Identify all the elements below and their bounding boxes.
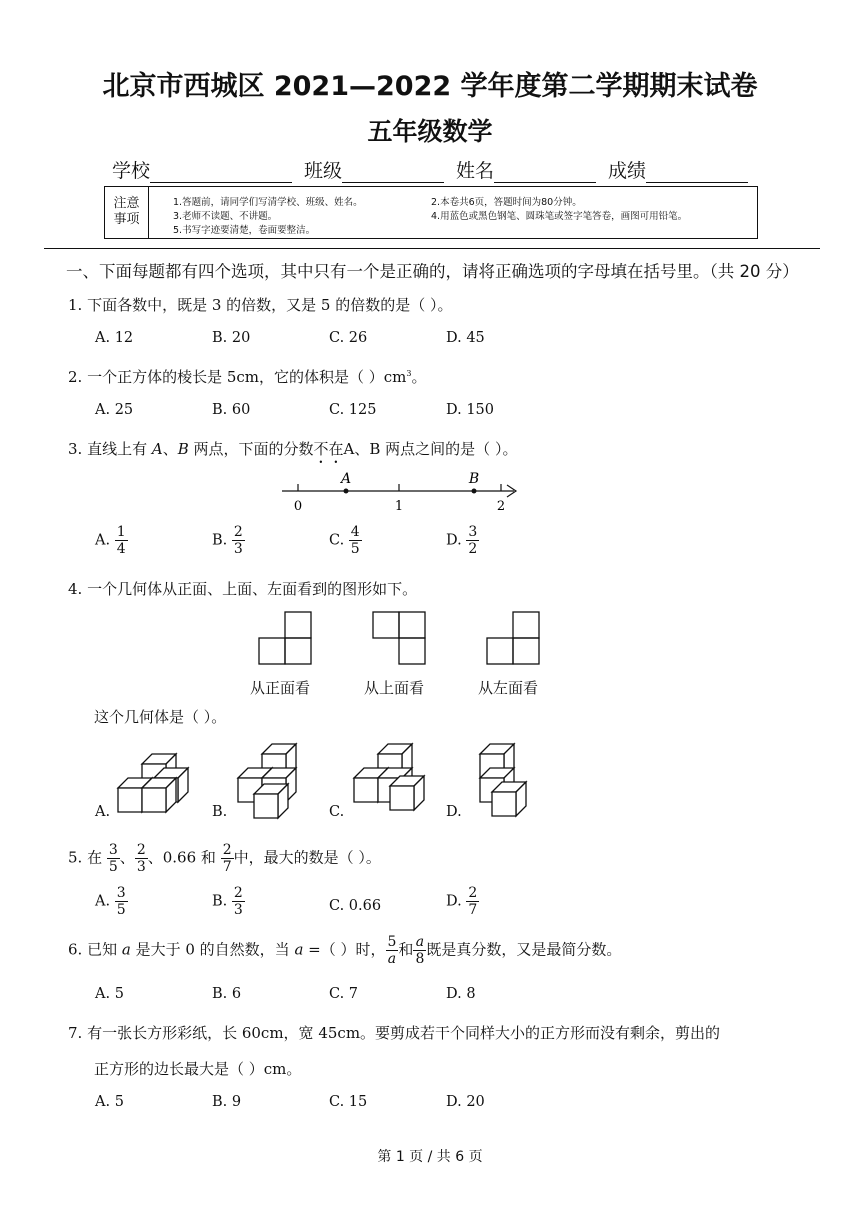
question-4-ask: 这个几何体是（ ）。 (94, 708, 227, 726)
q1-option-a: A. 12 (95, 330, 134, 346)
left-view-figure (486, 611, 542, 665)
q3-option-c-fraction (349, 524, 362, 557)
q6-and: 和 (398, 940, 414, 959)
q5-sep: 、 (119, 848, 135, 867)
point-a-label: A (340, 471, 352, 487)
cube-face (390, 786, 414, 810)
notice-item: 5.书写字迹要清楚，卷面要整洁。 (173, 225, 316, 236)
q2-option-d: D. 150 (446, 402, 495, 418)
q4-option-a-letter: A. (95, 804, 111, 820)
q7-option-c: C. 15 (329, 1094, 368, 1110)
question-1-stem: 1. 下面各数中，既是 3 的倍数，又是 5 的倍数的是（ ）。 (68, 296, 453, 314)
q2-superscript: 3 (406, 369, 412, 378)
q5-post: 中，最大的数是（ ）。 (233, 848, 381, 867)
q5-option-a (95, 885, 128, 918)
q4-option-b-letter: B. (212, 804, 228, 820)
fraction-numerator: 3 (108, 842, 118, 858)
field-name (456, 156, 596, 183)
fraction-numerator: 2 (136, 842, 146, 858)
q3-option-d (446, 524, 479, 557)
notice-item: 1.答题前，请同学们写清学校、班级、姓名。 (173, 197, 363, 208)
q5-option-d (446, 885, 479, 918)
tick-label-1: 1 (394, 499, 404, 514)
q3-option-c-letter: C. (329, 532, 345, 549)
q5-option-b-fraction (232, 885, 245, 918)
fraction-denominator: 7 (468, 902, 478, 918)
q5-option-a-fraction (115, 885, 128, 918)
front-view-caption: 从正面看 (250, 679, 311, 697)
q6-post: 既是真分数，又是最简分数。 (426, 940, 622, 959)
q5-option-c (329, 898, 381, 914)
section-heading: 一、下面每题都有四个选项，其中只有一个是正确的，请将正确选项的字母填在括号里。（共 20 分） (66, 262, 799, 281)
q3-option-b (212, 524, 245, 557)
fraction-denominator: 5 (350, 541, 360, 557)
field-class (304, 156, 444, 183)
q3-option-a (95, 524, 128, 557)
field-score-label: 成绩 (608, 160, 647, 182)
q7-option-a: A. 5 (95, 1094, 124, 1110)
notice-item: 3.老师不读题、不讲题。 (173, 211, 278, 222)
q4-option-d-letter: D. (446, 804, 462, 820)
notice-item: 4.用蓝色或黑色钢笔、圆珠笔或签字笔答卷，画图可用铅笔。 (431, 211, 688, 222)
top-view-figure (372, 611, 428, 665)
q6-var-a2: a (294, 940, 304, 959)
q5-option-c-letter: C. (329, 898, 345, 914)
front-view-figure (258, 611, 314, 665)
q3-emphasis: 不在 (313, 440, 344, 458)
q5-option-d-fraction (466, 885, 479, 918)
q3-sep: 、 (162, 440, 178, 458)
q6-var-a: a (121, 940, 131, 959)
point-a (344, 489, 349, 494)
question-7-line-1: 7. 有一张长方形彩纸，长 60cm，宽 45cm。要剪成若干个同样大小的正方形而没有剩余，剪出的 (68, 1024, 721, 1042)
q6-option-a: A. 5 (95, 986, 124, 1002)
q5-fraction-2 (135, 842, 148, 875)
cube-face (354, 778, 378, 802)
q4-option-d-figure (462, 740, 542, 822)
fraction-denominator: 2 (468, 541, 478, 557)
fraction-numerator: 3 (116, 885, 126, 901)
q3-stem-a: 3. 直线上有 (68, 440, 152, 458)
q5-fraction-1 (107, 842, 120, 875)
field-school-label: 学校 (112, 160, 151, 182)
header-divider (44, 248, 820, 249)
notice-item: 2.本卷共6页，答题时间为80分钟。 (431, 197, 582, 208)
fraction-denominator: 7 (222, 859, 232, 875)
fraction-denominator: 8 (415, 951, 425, 967)
fraction-denominator: a (387, 951, 397, 967)
q3-option-c (329, 524, 362, 557)
q3-option-d-fraction (466, 524, 479, 557)
q1-option-c: C. 26 (329, 330, 368, 346)
top-view-caption: 从上面看 (364, 679, 425, 697)
fraction-denominator: 3 (136, 859, 146, 875)
q7-option-b: B. 9 (212, 1094, 242, 1110)
q5-option-b-letter: B. (212, 893, 228, 910)
q6-fraction-2 (413, 934, 426, 967)
q2-stem-end: 。 (411, 368, 427, 386)
q3-point-a-ref: A (151, 440, 163, 458)
q4-option-c-letter: C. (329, 804, 345, 820)
question-6-stem (68, 934, 621, 967)
q6-option-d: D. 8 (446, 986, 476, 1002)
number-line (280, 470, 520, 516)
cube-face (142, 788, 166, 812)
q3-stem-b: 两点，下面的分数 (188, 440, 314, 458)
fraction-numerator: 2 (233, 885, 243, 901)
cube-face (118, 788, 142, 812)
question-4-stem: 4. 一个几何体从正面、上面、左面看到的图形如下。 (68, 580, 418, 598)
q6-option-c: C. 7 (329, 986, 359, 1002)
q3-point-b-ref: B (177, 440, 189, 458)
fraction-numerator: 2 (468, 885, 478, 901)
q2-option-c: C. 125 (329, 402, 377, 418)
fraction-denominator: 5 (116, 902, 126, 918)
point-b (472, 489, 477, 494)
q3-option-a-letter: A. (95, 532, 111, 549)
field-school-blank (150, 162, 292, 183)
q5-pre: 5. 在 (68, 848, 103, 867)
q5-option-a-letter: A. (95, 893, 111, 910)
q3-stem-c: A、B 两点之间的是（ ）。 (343, 440, 518, 458)
q5-mid: 、0.66 和 (147, 848, 216, 867)
q6-fraction-1 (386, 934, 399, 967)
q3-option-b-letter: B. (212, 532, 228, 549)
question-3-stem (68, 438, 517, 467)
fraction-numerator: 4 (350, 524, 360, 540)
question-2-stem (68, 366, 427, 387)
field-score (608, 156, 748, 183)
q6-mid1: 是大于 0 的自然数，当 (130, 940, 295, 959)
question-7-line-2: 正方形的边长最大是（ ）cm。 (94, 1060, 302, 1078)
left-view-caption: 从左面看 (478, 679, 539, 697)
fraction-denominator: 5 (108, 859, 118, 875)
q2-stem-text: 2. 一个正方体的棱长是 5cm，它的体积是（ ）cm (68, 368, 407, 386)
q5-fraction-3 (221, 842, 234, 875)
q3-option-d-letter: D. (446, 532, 462, 549)
notice-box (104, 186, 758, 239)
fraction-numerator: 5 (387, 934, 397, 950)
fraction-numerator: 1 (116, 524, 126, 540)
field-name-blank (494, 162, 596, 183)
q4-option-b-figure (232, 740, 312, 822)
field-school (112, 156, 292, 183)
q1-option-d: D. 45 (446, 330, 485, 346)
cube-face (492, 792, 516, 816)
q6-pre: 6. 已知 (68, 940, 122, 959)
notice-label (105, 187, 149, 238)
exam-subtitle: 五年级数学 (367, 117, 493, 146)
point-b-label: B (468, 471, 480, 487)
q3-option-a-fraction (115, 524, 128, 557)
q5-option-b (212, 885, 245, 918)
field-class-blank (342, 162, 444, 183)
fraction-numerator: 3 (468, 524, 478, 540)
question-5-stem (68, 842, 381, 875)
field-class-label: 班级 (304, 160, 343, 182)
notice-label-line1: 注意 (113, 196, 140, 211)
q6-option-b: B. 6 (212, 986, 242, 1002)
tick-label-2: 2 (496, 499, 506, 514)
q5-option-c-value: 0.66 (348, 898, 382, 914)
field-score-blank (646, 162, 748, 183)
fraction-numerator: 2 (233, 524, 243, 540)
cube-face (254, 794, 278, 818)
q7-option-d: D. 20 (446, 1094, 485, 1110)
fraction-numerator: a (413, 934, 426, 951)
field-name-label: 姓名 (456, 160, 495, 182)
notice-label-line2: 事项 (113, 212, 140, 227)
exam-title: 北京市西城区 2021—2022 学年度第二学期期末试卷 (102, 71, 758, 102)
tick-label-0: 0 (293, 499, 303, 514)
q2-option-a: A. 25 (95, 402, 134, 418)
q3-option-b-fraction (232, 524, 245, 557)
q5-option-d-letter: D. (446, 893, 462, 910)
fraction-denominator: 3 (233, 902, 243, 918)
fraction-denominator: 4 (116, 541, 126, 557)
q6-mid2: =（ ）时， (303, 940, 386, 959)
q2-option-b: B. 60 (212, 402, 251, 418)
fraction-denominator: 3 (233, 541, 243, 557)
q4-option-c-figure (348, 740, 428, 822)
q1-option-b: B. 20 (212, 330, 251, 346)
q4-option-a-figure (114, 740, 194, 822)
fraction-numerator: 2 (222, 842, 232, 858)
page-footer: 第 1 页 / 共 6 页 (377, 1149, 483, 1165)
